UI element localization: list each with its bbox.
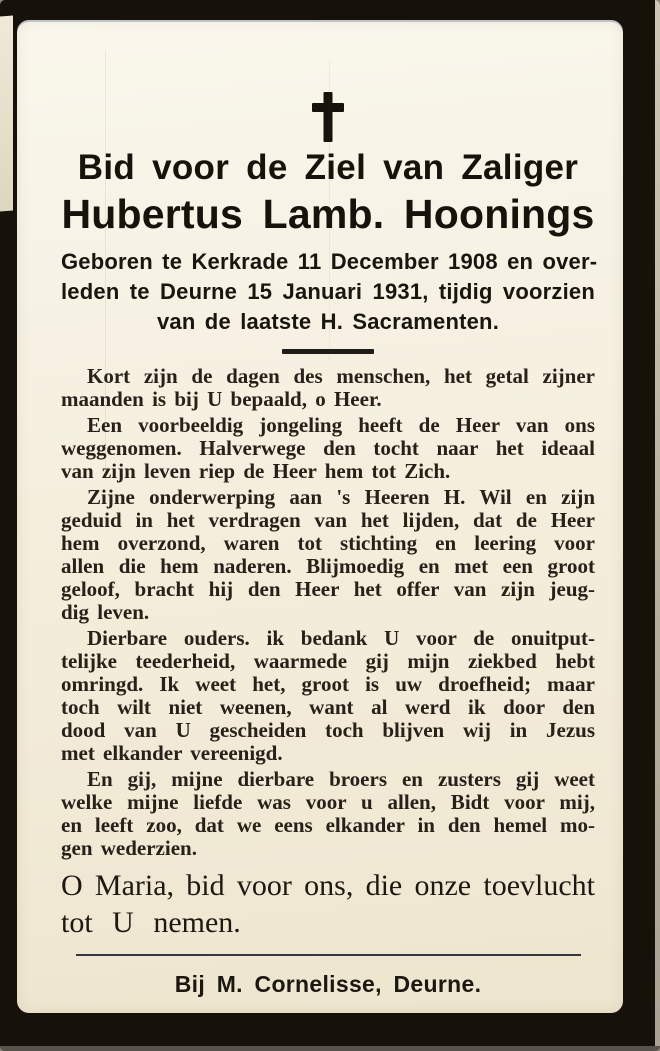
paragraph [61, 414, 595, 483]
scan-edge-right [655, 0, 660, 1051]
text-line: En gij, mijne dierbare broers en zusters gij weet [87, 767, 595, 791]
text-line: van de laatste H. Sacramenten. [156, 309, 500, 334]
birth-death-notice [61, 247, 598, 337]
text-line: toch wilt niet weenen, want al werd ik door den [61, 695, 595, 719]
text-line: met elkander vereenigd. [61, 741, 283, 765]
text-line: maanden is bij U bepaald, o Heer. [61, 387, 382, 411]
text-line: leden te Deurne 15 Januari 1931, tijdig voorzien [61, 279, 595, 304]
paragraph [61, 768, 595, 860]
text-line: Kort zijn de dagen des menschen, het getal zijner [87, 364, 595, 388]
text-line: Dierbare ouders. ik bedank U voor de onuitput- [87, 626, 595, 650]
text-line: Zijne onderwerping aan 's Heeren H. Wil en zijn [87, 485, 595, 509]
text-line: Een voorbeeldig jongeling heeft de Heer van ons [87, 413, 595, 437]
text-line: en leeft zoo, dat we eens elkander in den hemel mo- [61, 813, 595, 837]
text-line: weggenomen. Halverwege den tocht naar het ideaal [61, 436, 595, 460]
text-line: dood van U gescheiden toch blijven wij in Jezus [61, 718, 595, 742]
scan-edge-bottom [0, 1046, 660, 1051]
card-face [17, 20, 623, 1013]
footer-rule [76, 954, 581, 956]
text-line: van zijn leven riep de Heer hem tot Zich. [61, 459, 451, 483]
paragraph [61, 627, 595, 765]
closing-prayer [61, 867, 595, 941]
text-line: O Maria, bid voor ons, die onze toevlucht [61, 869, 595, 902]
text-line: hem overzond, waren tot stichting en leering voor [61, 531, 595, 555]
paragraph [61, 365, 595, 411]
text-line: allen die hem naderen. Blijmoedig en met een groot [61, 554, 595, 578]
printer-imprint: Bij M. Cornelisse, Deurne. [174, 971, 482, 997]
paragraph [61, 486, 595, 624]
text-line: gen wederzien. [61, 836, 197, 860]
text-line: geloof, bracht hij den Heer het offer van zijn jeug- [61, 577, 595, 601]
text-line: Geboren te Kerkrade 11 December 1908 en over- [61, 249, 598, 274]
section-divider [282, 349, 374, 354]
text-line: geduid in het verdragen van het lijden, dat de Heer [61, 508, 595, 532]
text-line: dig leven. [61, 600, 150, 624]
text-line: welke mijne liefde was voor u allen, Bidt voor mij, [61, 790, 595, 814]
text-line: tot U nemen. [61, 906, 241, 939]
memorial-text [61, 365, 595, 860]
deceased-name: Hubertus Lamb. Hoonings [61, 191, 595, 237]
text-line: telijke teederheid, waarmede gij mijn ziekbed hebt [61, 649, 595, 673]
cross-icon [312, 92, 344, 142]
card-title: Bid voor de Ziel van Zaliger [77, 148, 579, 187]
text-line: omringd. Ik weet het, groot is uw droefheid; maar [61, 672, 595, 696]
scan-edge-top-left [0, 16, 13, 212]
